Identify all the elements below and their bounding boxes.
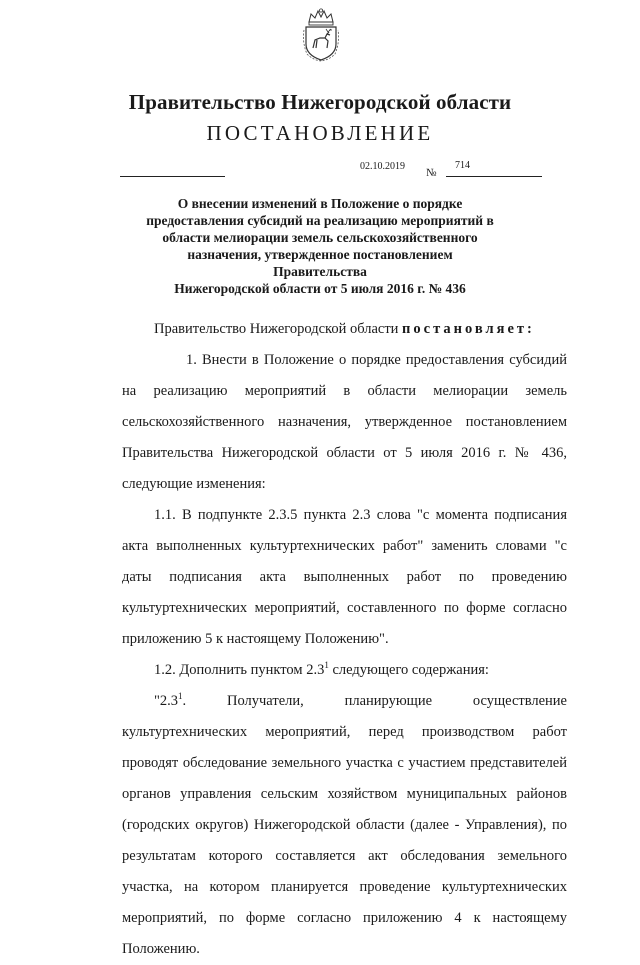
document-body (122, 314, 567, 965)
preamble (122, 314, 567, 345)
item-1-2 (122, 655, 567, 686)
quoted-clause-text: . Получатели, планирующие осуществление культуртехнических мероприятий, перед производством работ проводят обследование земельного участка с участием представителей органов управления сельским хозяйством муниципальных районов (городских округов) Нижегородской области (далее - Управления), по результатам которого составляется акт обследования земельного участка, на котором планируется проведение культуртехнических мероприятий, по форме согласно приложению 4 к настоящему Положению. (122, 693, 567, 957)
item-1-2-tail: следующего содержания: (328, 662, 489, 678)
document-subject (140, 195, 500, 297)
subject-line: предоставления субсидий на реализацию мероприятий в (146, 213, 494, 228)
item-1-2-superscript: 1 (324, 660, 329, 671)
quoted-clause (122, 686, 567, 965)
coat-of-arms-icon (301, 8, 341, 62)
item-1-number: 1. (186, 352, 197, 368)
government-title: Правительство Нижегородской области (128, 90, 512, 114)
preamble-keyword: постановляет: (402, 321, 535, 337)
item-1-1: 1.1. В подпункте 2.3.5 пункта 2.3 слова "с момента подписания акта выполненных культуртехнических работ" заменить словами "с даты подписания акта выполненных работ по проведению культуртехнических мероприятий, составленного по форме согласно приложению 5 к настоящему Положению". (122, 507, 567, 647)
subject-line: назначения, утвержденное постановлением Правительства (187, 247, 453, 279)
blank-line-left (120, 176, 225, 177)
document-type: ПОСТАНОВЛЕНИЕ (206, 121, 434, 145)
item-1 (122, 345, 567, 500)
number-sign: № (426, 167, 437, 179)
subject-line: области мелиорации земель сельскохозяйственного (162, 230, 478, 245)
number-underline (446, 176, 542, 177)
quoted-clause-superscript: 1 (178, 691, 183, 702)
item-1-text: Внести в Положение о порядке предоставления субсидий на реализацию мероприятий в области мелиорации земель сельскохозяйственного назначения, утвержденное постановлением Правительства Нижегородской области от 5 июля 2016 г. № 436, следующие изменения: (122, 352, 567, 492)
quoted-clause-number: "2.3 (154, 693, 179, 709)
subject-line: Нижегородской области от 5 июля 2016 г. № 436 (174, 281, 466, 296)
item-1-2-lead: 1.2. Дополнить пунктом 2.3 (154, 662, 325, 678)
document-number: 714 (455, 160, 470, 171)
preamble-lead: Правительство Нижегородской области (154, 321, 399, 337)
subject-line: О внесении изменений в Положение о порядке (177, 196, 463, 211)
document-date: 02.10.2019 (360, 161, 405, 172)
